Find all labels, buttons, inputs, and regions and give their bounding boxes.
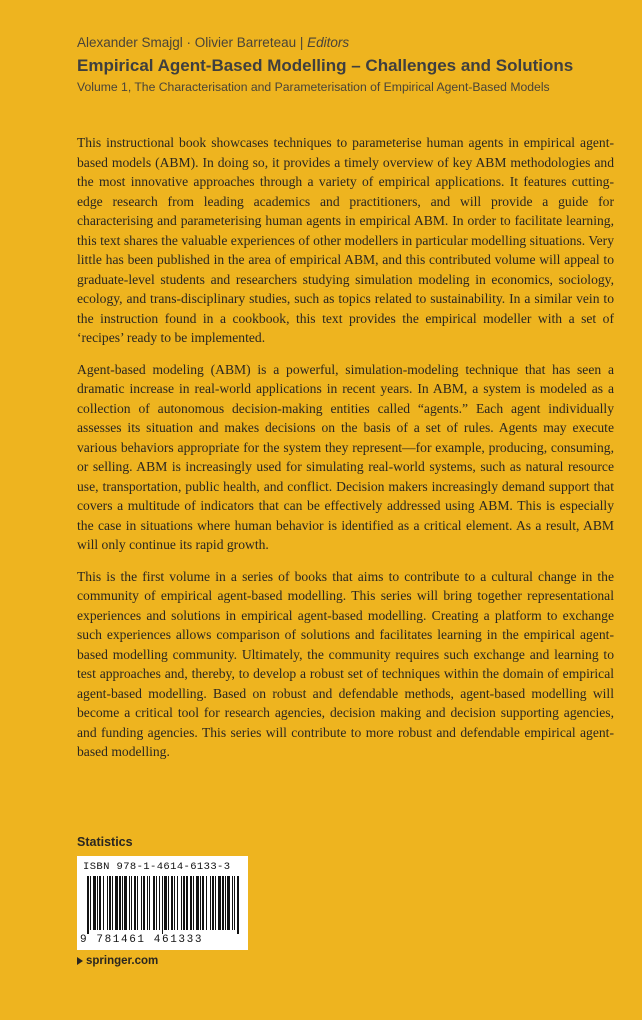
blurb-paragraph-1: This instructional book showcases techniques to parameterise human agents in empirical agent-based models (ABM). In doing so, it provides a timely overview of key ABM methodologies and the most innovative approaches through a variety of empirical applications. It features cutting-edge research from leading academics and practitioners, and will provide a guide for characterising and parameterising human agents in empirical ABM. In order to facilitate learning, this text shares the valuable experiences of other modellers in particular modelling situations. Very little has been published in the area of empirical ABM, and this contributed volume will appeal to graduate-level students and researchers studying simulation modeling in economics, sociology, ecology, and trans-disciplinary studies, such as topics related to sustainability. In a similar vein to the instruction found in a cookbook, this text provides the empirical modeller with a set of ‘recipes’ ready to be implemented. bbox=[77, 135, 614, 345]
barcode-bar bbox=[168, 876, 169, 930]
barcode-bar bbox=[174, 876, 175, 930]
barcode-bar bbox=[162, 876, 163, 934]
barcode-bar bbox=[159, 876, 160, 930]
editors-names: Alexander Smajgl · Olivier Barreteau bbox=[77, 35, 297, 50]
blurb-text bbox=[77, 133, 614, 774]
barcode-bar bbox=[177, 876, 178, 930]
barcode-bar bbox=[164, 876, 167, 930]
editors-separator: | bbox=[299, 35, 308, 50]
barcode-bar bbox=[122, 876, 123, 930]
barcode-bar bbox=[193, 876, 194, 930]
barcode-bar bbox=[225, 876, 226, 930]
subject-category: Statistics bbox=[77, 835, 133, 849]
barcode-bar bbox=[141, 876, 142, 930]
barcode-bar bbox=[202, 876, 204, 930]
barcode-bar bbox=[112, 876, 113, 930]
publisher-link[interactable] bbox=[77, 955, 158, 967]
barcode-bars bbox=[83, 876, 242, 934]
barcode-bar bbox=[124, 876, 127, 930]
book-title: Empirical Agent-Based Modelling – Challenges and Solutions bbox=[77, 56, 574, 75]
barcode-bar bbox=[93, 876, 96, 930]
barcode-bar bbox=[186, 876, 188, 930]
editors-role: Editors bbox=[307, 35, 350, 50]
barcode-bar bbox=[181, 876, 182, 930]
isbn-barcode bbox=[77, 856, 248, 950]
barcode-bar bbox=[97, 876, 98, 930]
barcode-bar bbox=[109, 876, 111, 930]
barcode-bar bbox=[143, 876, 145, 930]
blurb-paragraph-3: This is the first volume in a series of books that aims to contribute to a cultural change in the community of empirical agent-based modelling. This series will bring together representational experiences and solutions in empirical agent-based modelling. Creating a platform to exchange such experiences allows comparison of solutions and facilitates learning in the empirical agent-based modelling community. Ultimately, the community requires such exchange and learning to test approaches and, thereby, to develop a robust set of techniques within the domain of empirical agent-based modelling. Based on robust and defendable methods, agent-based modelling will become a critical tool for research agencies, decision making and decision supporting agencies, and funding agencies. This series will contribute to more robust and defendable empirical agent-based modelling. bbox=[77, 568, 614, 759]
barcode-bar bbox=[171, 876, 173, 930]
barcode-bar bbox=[190, 876, 192, 930]
barcode-digits: 9 781461 461333 bbox=[80, 934, 204, 946]
book-subtitle: Volume 1, The Characterisation and Parameterisation of Empirical Agent-Based Models bbox=[77, 80, 550, 94]
editors-line bbox=[77, 34, 617, 52]
barcode-bar bbox=[215, 876, 216, 930]
barcode-bar bbox=[153, 876, 155, 930]
barcode-bar bbox=[183, 876, 185, 930]
barcode-bar bbox=[156, 876, 157, 930]
arrow-right-icon bbox=[77, 957, 83, 965]
isbn-label: ISBN 978-1-4614-6133-3 bbox=[83, 861, 231, 873]
barcode-bar bbox=[149, 876, 150, 930]
barcode-bar bbox=[87, 876, 89, 934]
barcode-bar bbox=[107, 876, 108, 930]
barcode-bar bbox=[232, 876, 233, 930]
barcode-bar bbox=[206, 876, 207, 930]
barcode-bar bbox=[131, 876, 132, 930]
barcode-bar bbox=[137, 876, 138, 930]
barcode-bar bbox=[90, 876, 91, 930]
barcode-bar bbox=[210, 876, 211, 930]
blurb-paragraph-2: Agent-based modeling (ABM) is a powerful, simulation-modeling technique that has seen a dramatic increase in real-world applications in recent years. In ABM, a system is modeled as a collection of autonomous decision-making entities called “agents.” Each agent individually assesses its situation and makes decisions on the basis of a set of rules. Agents may execute various behaviors appropriate for the system they represent—for example, producing, consuming, or selling. ABM is increasingly used for simulating real-world systems, such as natural resource use, transportation, public health, and conflict. Decision makers increasingly demand support that covers a multitude of indicators that can be effectively addressed using ABM. This is especially the case in situations where human behavior is identified as a critical element. As a result, ABM will only continue its rapid growth. bbox=[77, 361, 614, 552]
barcode-bar bbox=[103, 876, 104, 930]
barcode-bar bbox=[147, 876, 148, 930]
barcode-bar bbox=[227, 876, 230, 930]
barcode-bar bbox=[222, 876, 224, 930]
barcode-bar bbox=[218, 876, 221, 930]
barcode-bar bbox=[234, 876, 235, 930]
barcode-bar bbox=[196, 876, 199, 930]
barcode-bar bbox=[200, 876, 201, 930]
cover-header bbox=[77, 34, 617, 96]
barcode-bar bbox=[119, 876, 121, 930]
barcode-bar bbox=[115, 876, 118, 930]
barcode-bar bbox=[129, 876, 130, 930]
barcode-bar bbox=[237, 876, 239, 934]
barcode-bar bbox=[134, 876, 136, 930]
barcode-bar bbox=[99, 876, 101, 930]
publisher-name: springer.com bbox=[86, 955, 159, 967]
barcode-bar bbox=[212, 876, 214, 930]
